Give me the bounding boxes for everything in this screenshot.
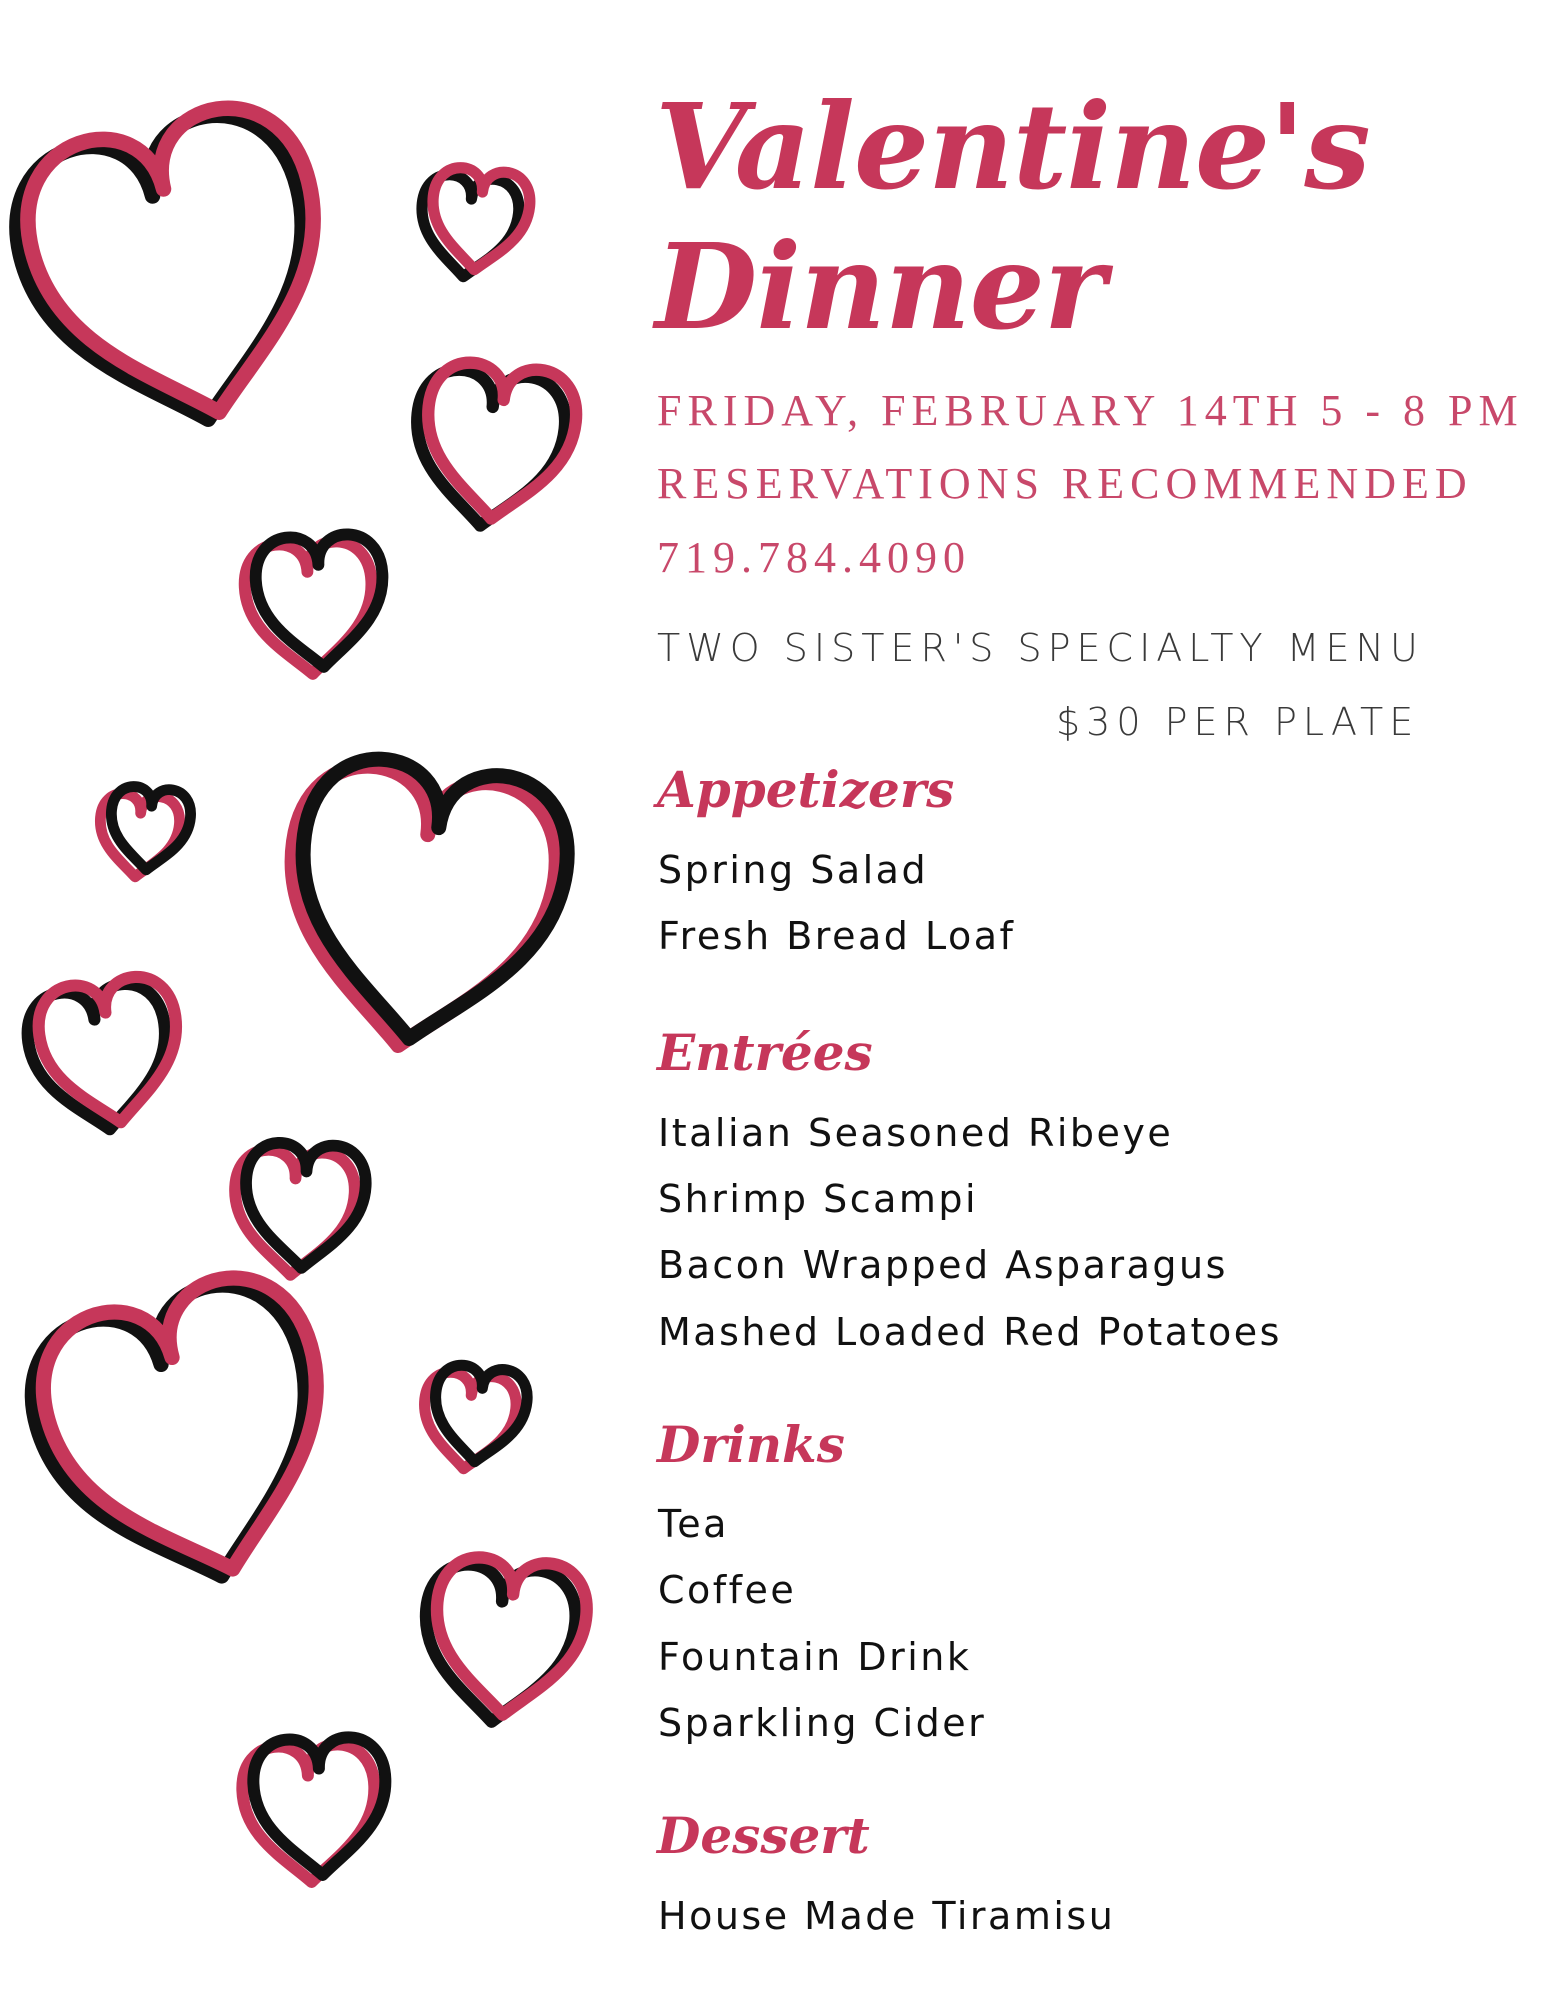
menu-item: Mashed Loaded Red Potatoes <box>658 1310 1282 1354</box>
menu-item: Spring Salad <box>658 848 929 892</box>
section-heading-dessert: Dessert <box>657 1806 870 1865</box>
heart-outline-icon <box>10 91 358 446</box>
event-date: FRIDAY, FEBRUARY 14TH 5 - 8 PM <box>657 386 1524 435</box>
menu-item: Fountain Drink <box>658 1635 972 1679</box>
menu-item: Tea <box>658 1502 729 1546</box>
reservations-note: RESERVATIONS RECOMMENDED <box>657 459 1473 508</box>
title-line-2: Dinner <box>655 217 1105 356</box>
title-line-1: Valentine's <box>655 77 1370 216</box>
heart-outline-icon <box>33 972 189 1132</box>
price: $30 PER PLATE <box>1056 700 1420 744</box>
menu-name: TWO SISTER'S SPECIALTY MENU <box>657 626 1424 670</box>
hearts-decoration <box>0 0 640 2000</box>
section-heading-appetizers: Appetizers <box>657 760 955 819</box>
menu-item: Shrimp Scampi <box>658 1177 979 1221</box>
section-heading-drinks: Drinks <box>657 1415 845 1474</box>
menu-item: Sparkling Cider <box>658 1701 987 1745</box>
heart-outline-icon <box>24 1260 364 1606</box>
menu-item: Bacon Wrapped Asparagus <box>658 1243 1228 1287</box>
phone-number: 719.784.4090 <box>657 533 971 582</box>
menu-item: House Made Tiramisu <box>658 1894 1116 1938</box>
section-heading-entrees: Entrées <box>657 1023 873 1082</box>
menu-item: Fresh Bread Loaf <box>658 914 1016 958</box>
menu-item: Italian Seasoned Ribeye <box>658 1111 1174 1155</box>
menu-item: Coffee <box>658 1568 797 1612</box>
